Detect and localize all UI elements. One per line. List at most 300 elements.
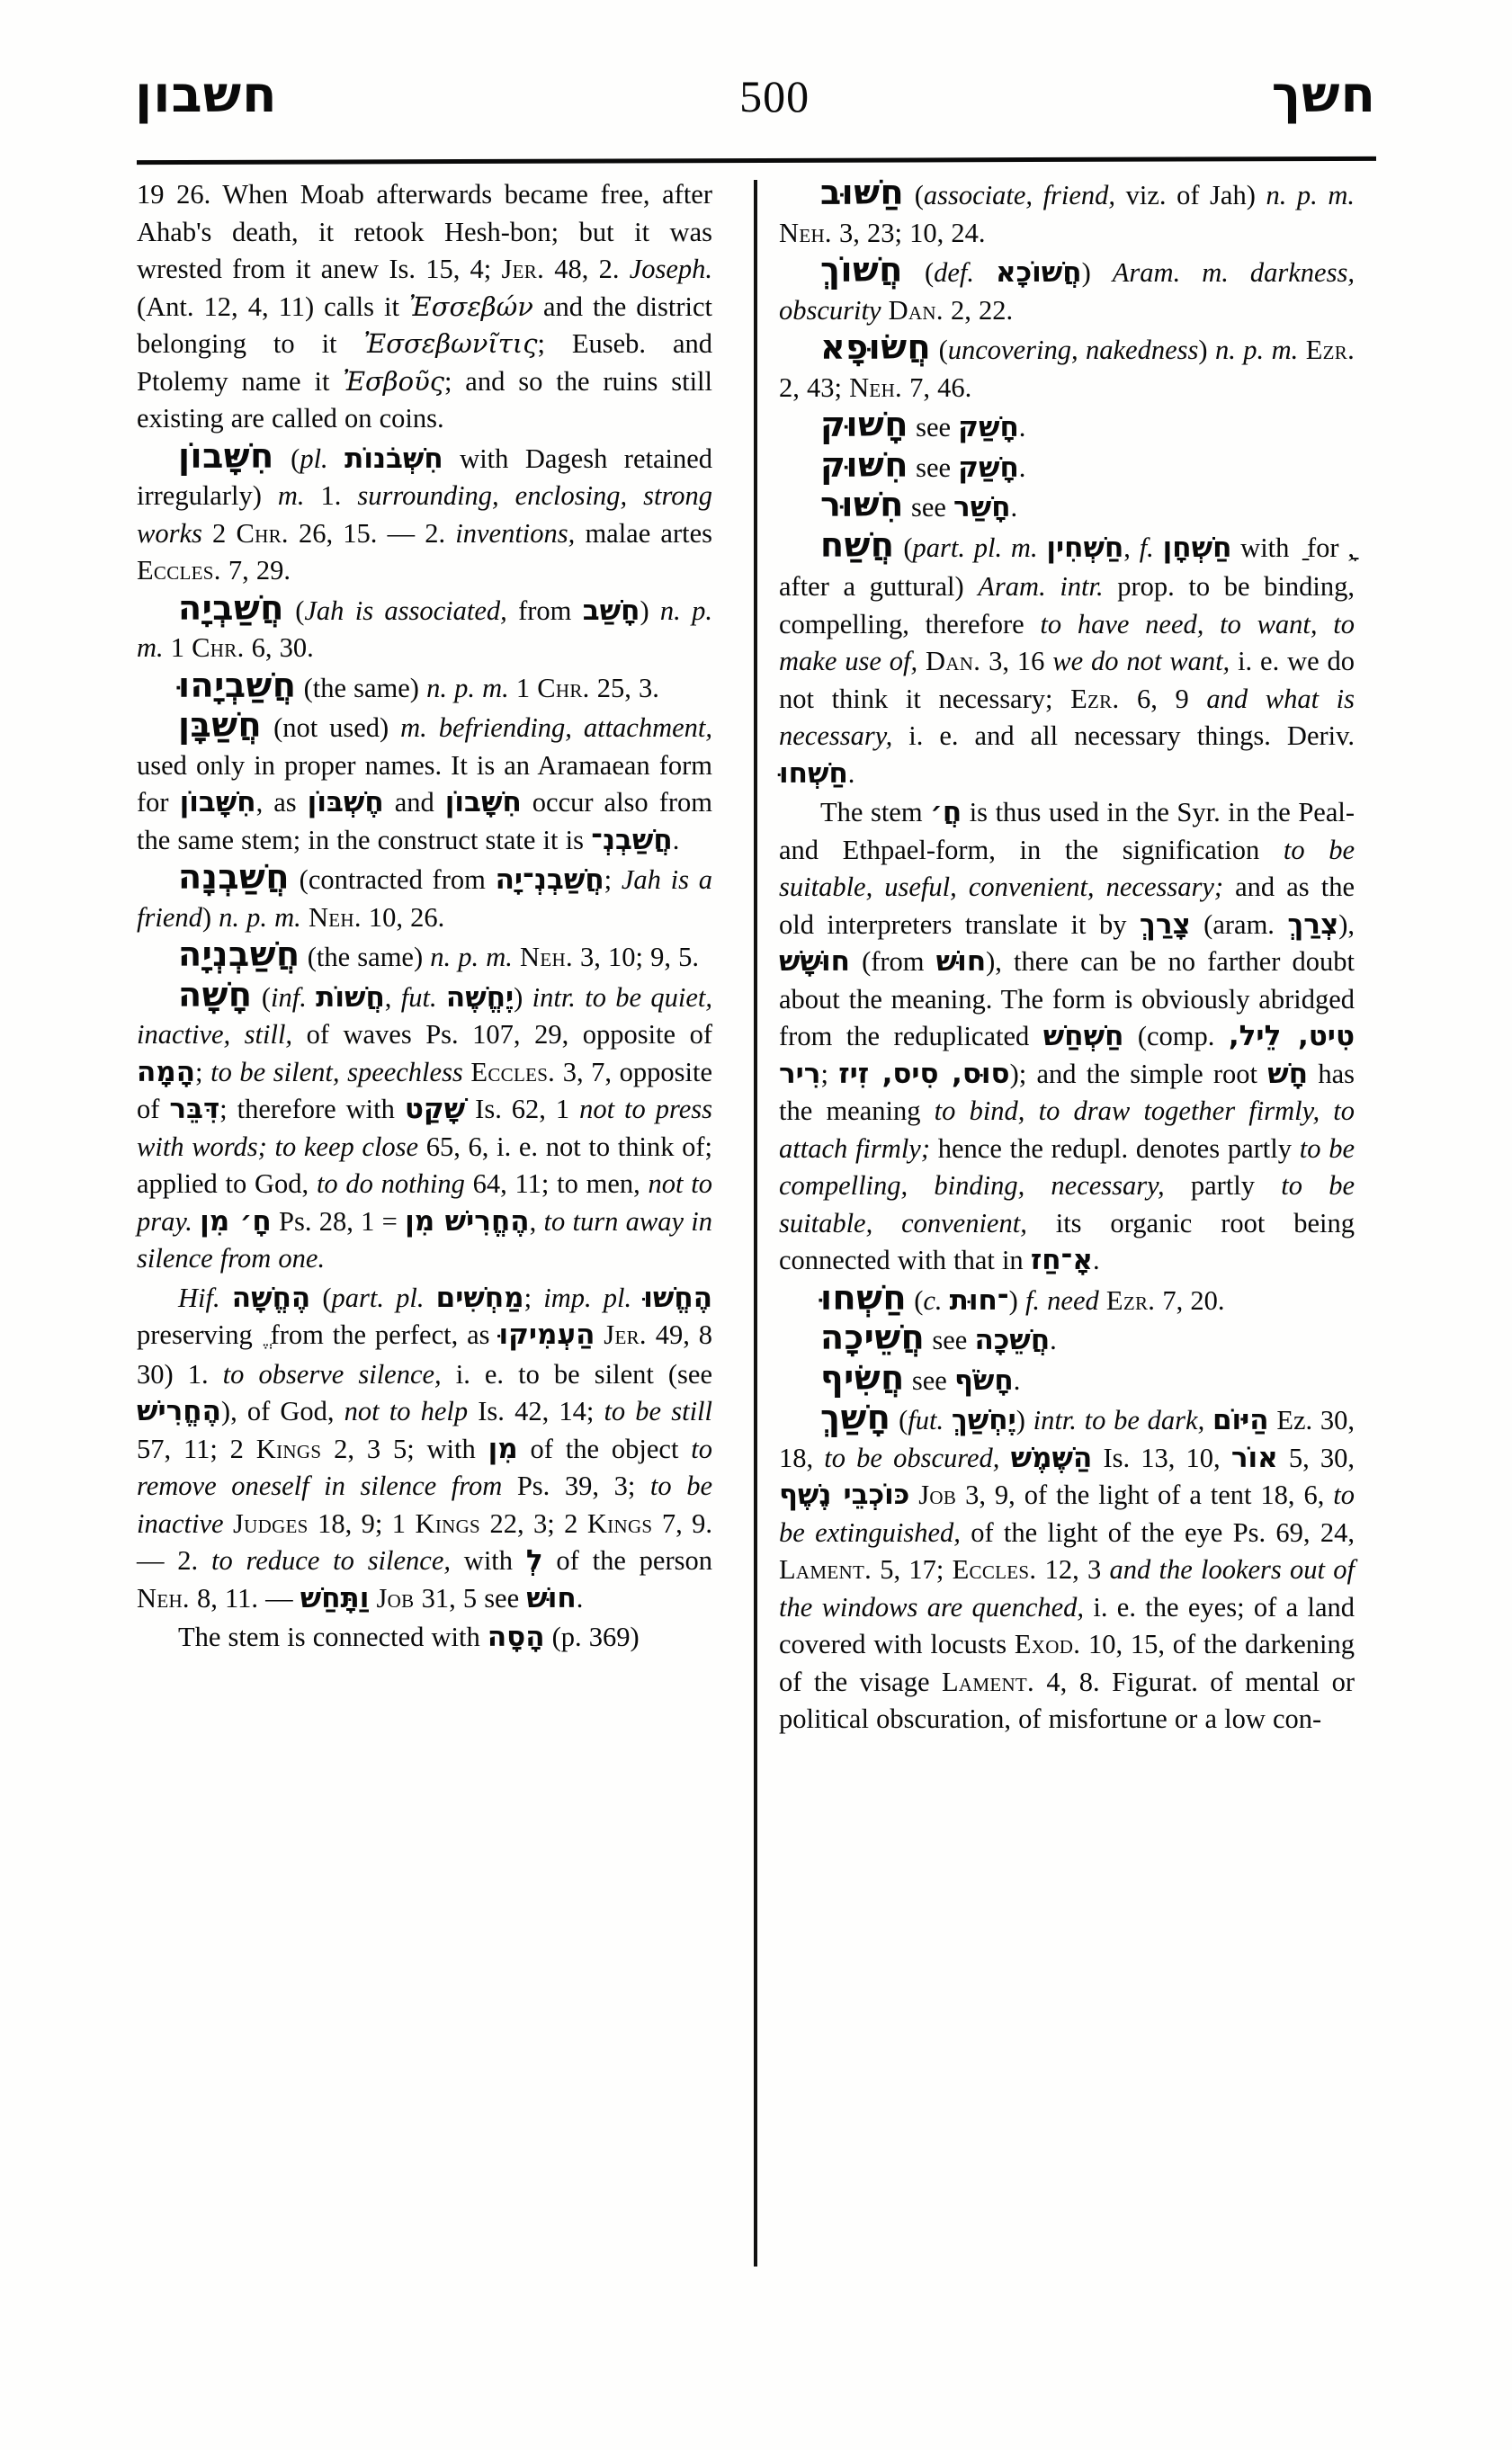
hebrew-text: מִן: [488, 1432, 518, 1465]
body-text: (aram.: [1190, 908, 1288, 940]
body-text: 26, 15. — 2.: [288, 517, 456, 549]
greek-text: Ἐσβοῦς: [343, 365, 444, 397]
reference-abbrev: Ezr.: [1105, 1284, 1156, 1316]
body-text: [307, 982, 316, 1013]
reference-abbrev: Kings: [586, 1507, 653, 1539]
body-text: (: [902, 257, 935, 288]
entry-headword: חַשְׁחוּ: [820, 1277, 908, 1318]
body-text: Is. 42, 14;: [468, 1396, 604, 1426]
body-text: .: [1018, 452, 1026, 483]
reference-abbrev: Eccles.: [470, 1056, 556, 1087]
reference-abbrev: Neh.: [137, 1582, 190, 1614]
italic-text: associate, friend,: [923, 180, 1116, 210]
italic-text: def.: [934, 257, 974, 288]
body-text: 49, 8 30) 1.: [137, 1319, 713, 1390]
body-text: with: [451, 1545, 526, 1576]
entry-xref-hishshur: [779, 485, 1355, 527]
body-text: from the perfect, as: [261, 1319, 499, 1350]
body-text: see: [908, 412, 959, 443]
entry-hashabneyah: [137, 934, 712, 977]
entry-headword: חֲשׁוֹךְ: [820, 250, 903, 290]
hebrew-text: חֲשַׁבְנְ־: [591, 823, 673, 856]
body-text: i. e. and all necessary things. Deriv.: [892, 720, 1355, 751]
body-text: [1154, 532, 1163, 563]
italic-text: to be compelling, binding, necessary,: [779, 1132, 1355, 1201]
body-text: [943, 1285, 950, 1316]
hebrew-text: חַשְׁחִין: [1046, 531, 1124, 564]
hebrew-text: הֶחֱרִישׁ: [137, 1395, 221, 1427]
entry-hashshub: [779, 173, 1355, 252]
body-text: its organic root being connected with that in: [779, 1207, 1355, 1275]
entry-headword: חֲשַׁבְיָהוּ: [178, 665, 297, 705]
body-text: (the same): [296, 672, 427, 703]
entry-headword: חֲשֵׁיכָה: [820, 1318, 926, 1357]
body-text: 5, 17;: [872, 1554, 953, 1585]
body-text: from: [506, 595, 583, 626]
hebrew-text: הֶחֱשׁוּ: [643, 1281, 713, 1314]
body-text: (: [907, 1284, 924, 1316]
reference-abbrev: Kings: [255, 1433, 322, 1464]
body-text: malae artes: [575, 517, 713, 549]
body-text: [427, 712, 439, 743]
body-text: and: [383, 787, 445, 818]
reference-abbrev: Jer.: [604, 1319, 647, 1350]
body-text: 3, 10; 9, 5.: [572, 942, 699, 972]
hebrew-text: חִשָּׁבוֹן: [179, 786, 256, 818]
body-text: of the person: [542, 1545, 713, 1576]
body-text: (contracted from: [289, 864, 496, 895]
body-text: prop. to be binding, compelling, therefore: [779, 571, 1355, 639]
entry-hashabnah: [137, 857, 712, 936]
entry-hashah: [137, 974, 713, 1278]
body-text: [944, 1405, 952, 1435]
hebrew-text: שָׁקַט: [404, 1093, 466, 1125]
greek-text: Ἐσσεβωνῖτις: [363, 328, 538, 359]
page-columns: [137, 173, 1378, 2272]
italic-text: and what is necessary,: [779, 683, 1355, 751]
body-text: is thus used in the Syr. in the Peal- and Ethpael-form, in the signification: [779, 797, 1355, 865]
body-text: ;: [195, 1056, 211, 1087]
body-text: ); and the simple root: [1009, 1058, 1268, 1089]
italic-text: to do nothing: [316, 1168, 465, 1199]
body-text: Ez. 30, 18,: [779, 1405, 1355, 1473]
entry-headword: חַשּׁוּב: [820, 173, 905, 212]
body-text: (: [890, 1405, 908, 1435]
body-text: [220, 1283, 232, 1313]
body-text: 3, 9, of the light of a tent 18, 6,: [956, 1480, 1334, 1510]
body-text: ): [514, 981, 532, 1013]
italic-text: not to press with words; to keep close: [137, 1094, 712, 1162]
hebrew-text: חַשְׁחַשׁ: [1042, 1020, 1124, 1052]
body-text: 2, 22.: [943, 294, 1014, 326]
body-text: ), of God,: [220, 1396, 344, 1426]
body-text: with: [1231, 532, 1299, 563]
body-text: 65, 6, i. e. not to think of; applied to God,: [137, 1131, 712, 1199]
italic-text: Aram. m. darkness, obscurity: [779, 257, 1355, 326]
italic-text: inf.: [271, 981, 307, 1013]
body-text: (: [273, 443, 300, 474]
entry-hashabyah: [137, 587, 712, 667]
body-text: [909, 1480, 918, 1510]
reference-abbrev: Neh.: [779, 217, 832, 248]
body-text: of the light of the eye Ps. 69, 24,: [960, 1516, 1355, 1548]
body-text: viz. of Jah): [1115, 180, 1266, 210]
body-text: .: [672, 824, 680, 855]
body-text: ;: [820, 1058, 839, 1089]
italic-text: to turn away in silence from one.: [137, 1205, 712, 1274]
reference-abbrev: Chr.: [236, 517, 289, 549]
body-text: ; Euseb. and Ptolemy name it: [137, 328, 712, 397]
italic-text: n. p. m.: [1214, 335, 1299, 365]
italic-text: fut.: [400, 981, 437, 1013]
body-text: 1: [163, 632, 192, 663]
header-rule: [137, 156, 1376, 165]
body-text: [424, 1283, 435, 1313]
entry-hashakh: [779, 1398, 1355, 1739]
body-text: 3, 16: [980, 646, 1053, 676]
italic-text: m.: [400, 712, 427, 743]
reference-abbrev: Exod.: [1014, 1629, 1081, 1659]
italic-text: to be still: [604, 1396, 712, 1426]
body-text: for: [1298, 532, 1348, 563]
italic-text: to be inactive: [137, 1471, 712, 1539]
body-text: [513, 942, 520, 972]
column-divider: [754, 180, 757, 2267]
italic-text: to bind, to draw together firmly, to attach firmly;: [779, 1095, 1355, 1164]
reference-abbrev: Neh.: [520, 942, 573, 972]
body-text: ): [1198, 335, 1215, 365]
body-text: [224, 1508, 233, 1539]
body-text: 57, 11; 2: [137, 1433, 256, 1464]
hebrew-text: סוּס, סִיס, זִיז: [838, 1057, 1010, 1090]
reference-abbrev: Dan.: [888, 294, 944, 326]
entry-headword: חֲשׂוּפָא: [820, 327, 932, 367]
body-text: 6, 30.: [244, 632, 314, 663]
body-text: [917, 646, 926, 676]
body-text: occur also from the same stem; in the construct state it is: [137, 787, 712, 855]
hebrew-text: הֶחֱרִישׁ מִן: [405, 1204, 530, 1238]
body-text: hence the redupl. denotes partly: [930, 1132, 1300, 1164]
body-text: (: [931, 335, 948, 365]
body-text: .: [576, 1582, 584, 1614]
body-text: , as: [255, 787, 308, 818]
body-text: 1.: [304, 480, 358, 511]
body-text: 3, 23; 10, 24.: [831, 217, 986, 248]
italic-text: to be obscured,: [824, 1442, 1000, 1473]
hebrew-text: חָשַׁר: [953, 491, 1011, 523]
reference-abbrev: Dan.: [926, 646, 981, 676]
body-text: 7, 29.: [220, 555, 291, 586]
italic-text: n. p. m.: [219, 901, 301, 933]
entry-xref-hishshuq: [779, 444, 1355, 487]
reference-abbrev: Eccles.: [137, 555, 221, 586]
italic-text: intr. to be dark,: [1033, 1405, 1205, 1435]
right-column: [736, 173, 1355, 2272]
hebrew-text: הַשֶּׁמֶשׁ: [1010, 1441, 1093, 1474]
entry-hashokh: [779, 250, 1355, 329]
body-text: 31, 5 see: [414, 1582, 527, 1614]
body-text: (p. 369): [544, 1622, 640, 1652]
body-text: see: [925, 1325, 975, 1355]
italic-text: Joseph.: [629, 254, 713, 284]
italic-text: to remove oneself in silence from: [137, 1433, 712, 1501]
entry-headword: חִשָּׁבוֹן: [178, 435, 274, 476]
italic-text: f. need: [1024, 1284, 1099, 1316]
body-text: i. e. we do not think it necessary;: [779, 646, 1355, 714]
hebrew-text: אָ־חַז: [1030, 1244, 1093, 1276]
italic-text: n. p. m.: [1266, 180, 1355, 210]
italic-text: Aram. intr.: [978, 571, 1104, 602]
body-text: 2: [201, 517, 237, 549]
body-text: [301, 902, 309, 933]
entry-xref-hashuq: [779, 405, 1355, 447]
italic-text: part. pl.: [331, 1282, 425, 1313]
body-text: ; therefore with: [219, 1094, 405, 1124]
body-text: with Dagesh retained irregularly): [137, 443, 712, 511]
italic-text: c.: [923, 1284, 943, 1316]
italic-text: we do not want,: [1052, 646, 1230, 676]
hebrew-text: חָשַׁק: [958, 411, 1019, 443]
body-text: 25, 3.: [589, 672, 659, 703]
hebrew-text: חַשְׁחָן: [1162, 531, 1232, 564]
entry-xref-hashekhah: [779, 1318, 1355, 1360]
reference-abbrev: Judges: [232, 1507, 309, 1539]
body-text: ,: [529, 1205, 544, 1237]
hebrew-text: צְרַךְ: [1287, 908, 1339, 941]
body-text: ;: [523, 1282, 544, 1313]
entry-hashabyahu: [137, 665, 712, 708]
body-text: ,: [384, 981, 401, 1013]
hebrew-text: הָסָה: [487, 1621, 545, 1653]
hebrew-text: חֲשַׁבְנְ־יָה: [495, 863, 604, 896]
body-text: ,: [1123, 532, 1140, 563]
entry-headword: חִשּׁוּר: [820, 485, 904, 524]
italic-text: befriending, attachment,: [438, 712, 712, 743]
body-text: (from: [849, 946, 936, 977]
running-head-right-catchword: חשך: [1271, 66, 1376, 124]
entry-hehshah-hif: [137, 1280, 712, 1618]
italic-text: to observe silence,: [222, 1358, 442, 1390]
italic-text: to reduce to silence,: [210, 1545, 451, 1576]
body-text: ): [1081, 257, 1113, 288]
body-text: (Ant. 12, 4, 11) calls it: [137, 291, 409, 322]
body-text: 7, 9. — 2.: [137, 1507, 713, 1576]
hebrew-text: ־חוּת: [949, 1283, 1009, 1317]
body-text: (comp.: [1123, 1021, 1229, 1051]
body-text: preserving: [137, 1319, 262, 1350]
body-text: (: [310, 1282, 332, 1313]
entry-stem-note: [137, 1619, 712, 1657]
italic-text: Jah is a friend: [137, 864, 712, 933]
italic-text: Hif.: [178, 1282, 220, 1313]
body-text: [999, 1443, 1010, 1473]
body-text: 22, 3; 2: [480, 1507, 587, 1539]
body-text: 8, 11. —: [189, 1582, 300, 1614]
body-text: (the same): [300, 942, 431, 972]
italic-text: part. pl. m.: [912, 532, 1038, 563]
body-text: (: [904, 180, 924, 210]
hebrew-text: אוֹר: [1230, 1441, 1278, 1474]
body-text: ), there can be no farther doubt about the meaning. The form is obviously abridged from the reduplicated: [779, 946, 1355, 1051]
body-text: [1204, 1405, 1212, 1435]
body-text: 19 26. When Moab afterwards became free, after Ahab's death, it retook Hesh-bon; but it was wrested from it anew Is. 15, 4;: [137, 179, 712, 284]
italic-text: inventions,: [455, 517, 576, 549]
italic-text: to be silent, speechless: [210, 1056, 463, 1087]
entry-hashaban: [137, 705, 712, 859]
body-text: ): [201, 901, 219, 933]
body-text: see: [903, 492, 954, 523]
reference-abbrev: Lament.: [941, 1666, 1034, 1697]
body-text: (: [252, 981, 272, 1013]
italic-text: to be extinguished,: [779, 1480, 1355, 1548]
hebrew-text: חָשׁ: [1267, 1057, 1309, 1090]
italic-text: and the lookers out of the windows are quenched,: [779, 1554, 1355, 1623]
body-text: Ps. 39, 3;: [502, 1471, 650, 1501]
body-text: 18, 9; 1: [308, 1507, 416, 1539]
reference-abbrev: Chr.: [537, 672, 590, 703]
body-text: 1: [508, 672, 538, 703]
body-text: [974, 257, 996, 288]
italic-text: Jah is associated,: [304, 595, 507, 626]
entry-hishshabon: [137, 435, 713, 590]
italic-text: pl.: [300, 443, 328, 474]
body-text: 12, 3: [1036, 1554, 1110, 1585]
entry-hashah-aram: [779, 524, 1355, 793]
body-text: has the meaning: [779, 1058, 1355, 1126]
body-text: ): [640, 595, 660, 626]
entry-headword: חֲשַׁח: [820, 524, 895, 565]
hebrew-text: הַעְמִיקוּ: [498, 1319, 595, 1351]
page-number: 500: [739, 71, 810, 121]
body-text: (: [894, 532, 913, 563]
body-text: and as the old interpreters translate it by: [779, 872, 1355, 940]
body-text: Is. 62, 1: [465, 1094, 580, 1124]
body-text: 2, 3 5; with: [321, 1433, 488, 1464]
hebrew-text: חוּשׁ: [935, 945, 987, 978]
body-text: 5, 30,: [1277, 1442, 1355, 1473]
body-text: 48, 2.: [544, 254, 630, 284]
italic-text: not to help: [344, 1396, 469, 1426]
body-text: 4, 8. Figurat. of mental or political obscuration, of misfortune or a low con-: [779, 1666, 1355, 1734]
italic-text: surrounding, enclosing, strong works: [137, 480, 712, 549]
body-text: , after a guttural): [779, 532, 1355, 602]
body-text: The stem is connected with: [178, 1622, 488, 1652]
running-head-left-catchword: חשבון: [135, 66, 278, 124]
body-text: .: [847, 757, 855, 789]
body-text: [1038, 532, 1047, 563]
hebrew-text: לְ: [525, 1544, 543, 1577]
hebrew-text: דִּבֵּר: [169, 1093, 220, 1125]
reference-abbrev: Neh.: [849, 371, 902, 403]
entry-headword: חֲשַׁבְיָה: [178, 587, 284, 628]
italic-text: imp. pl.: [543, 1282, 632, 1313]
body-text: i. e. the eyes; of a land covered with locusts: [779, 1591, 1355, 1659]
hebrew-text: חֶשְׁבּוֹן: [307, 786, 384, 818]
running-head: [135, 66, 1376, 151]
entry-headword: חָשַׁךְ: [820, 1398, 891, 1437]
italic-text: uncovering, nakedness: [947, 335, 1199, 365]
italic-text: intr. to be quiet, inactive, still,: [137, 981, 713, 1050]
reference-abbrev: Neh.: [308, 901, 362, 933]
body-text: 7, 20.: [1155, 1284, 1225, 1316]
body-text: [1298, 335, 1305, 365]
entry-xref-hasif: [779, 1357, 1355, 1400]
entry-headword: חֲשַׁבָּן: [178, 705, 263, 745]
italic-text: n. p. m.: [430, 942, 513, 972]
body-text: see: [904, 1364, 954, 1396]
hebrew-text: חֲשׁוֹכָא: [996, 256, 1082, 289]
hebrew-text: חָ׳ מִן: [200, 1204, 272, 1238]
entry-headword: חֲשַׁבְנְיָה: [178, 934, 300, 974]
body-text: ;: [604, 864, 622, 895]
body-text: .: [1010, 492, 1018, 523]
italic-text: n. p. m.: [137, 595, 712, 663]
body-text: i. e. to be silent (see: [441, 1358, 712, 1390]
hebrew-text: חֲשׁוֹת: [316, 980, 385, 1014]
entry-hasupha: [779, 327, 1355, 407]
body-text: (: [283, 595, 305, 626]
hebrew-text: חֲ׳: [930, 796, 962, 828]
hebrew-text: הָמָה: [137, 1055, 196, 1088]
body-text: 7, 46.: [901, 371, 972, 403]
italic-text: fut.: [908, 1405, 944, 1435]
body-text: The stem: [820, 797, 931, 827]
italic-text: to be suitable, useful, convenient, necessary;: [779, 834, 1355, 902]
hebrew-text: צָרַךְ: [1139, 908, 1191, 941]
italic-text: to be suitable, convenient,: [779, 1170, 1355, 1238]
hebrew-text: וַתָּחַשׁ: [300, 1581, 370, 1614]
hebrew-text: חַשְׁחוּ: [779, 756, 848, 790]
body-text: 2, 43;: [779, 371, 850, 403]
body-text: 10, 26.: [361, 901, 445, 933]
body-text: partly: [1164, 1170, 1282, 1201]
hebrew-text: הֶחֱשָׁה: [231, 1281, 311, 1314]
body-text: ): [1008, 1284, 1025, 1316]
entry-headword: חָשָׁה: [178, 974, 253, 1015]
body-text: .: [1050, 1325, 1057, 1355]
body-text: Is. 13, 10,: [1092, 1442, 1231, 1473]
reference-abbrev: Chr.: [192, 632, 245, 663]
hebrew-text: חָשַׁב: [582, 594, 640, 627]
body-text: ; and so the ruins still existing are called on coins.: [137, 365, 712, 434]
body-text: of the object: [517, 1433, 692, 1464]
hebrew-text: כּוֹכְבֵי נֶשֶׁף: [779, 1479, 910, 1511]
hebrew-text: יֶחֱשֶׁה: [445, 980, 514, 1014]
italic-text: not to pray.: [137, 1168, 713, 1237]
body-text: 6, 9: [1119, 683, 1207, 714]
body-text: 3, 7, opposite of: [137, 1056, 712, 1124]
italic-text: to have need, to want, to make use of,: [779, 608, 1355, 676]
hebrew-text: חָשֹׂף: [953, 1364, 1014, 1397]
body-text: ),: [1338, 908, 1355, 940]
body-text: see: [908, 452, 959, 483]
reference-abbrev: Ezr.: [1305, 335, 1355, 365]
body-text: and the district belonging to it: [137, 291, 712, 359]
hebrew-text: טִיט, לֵיל, רִיר: [779, 1020, 1355, 1090]
reference-abbrev: Jer.: [501, 254, 545, 284]
entry-headword: חִשּׁוּק: [820, 444, 908, 485]
body-text: 10, 15, of the darkening of the visage: [779, 1629, 1355, 1697]
hebrew-text: חֲשֵׁכָה: [974, 1324, 1051, 1356]
greek-text: Ἐσσεβών: [409, 291, 533, 322]
reference-abbrev: Lament.: [779, 1554, 872, 1585]
hebrew-text: הַיּוֹם: [1212, 1404, 1269, 1436]
body-text: [328, 443, 344, 474]
hebrew-text: חִשָּׁבוֹן: [444, 786, 522, 818]
entry-headword: חֲשִׂיף: [820, 1357, 905, 1398]
reference-abbrev: Job: [918, 1480, 957, 1510]
hebrew-text: יֶחְשַׁךְ: [951, 1404, 1016, 1436]
